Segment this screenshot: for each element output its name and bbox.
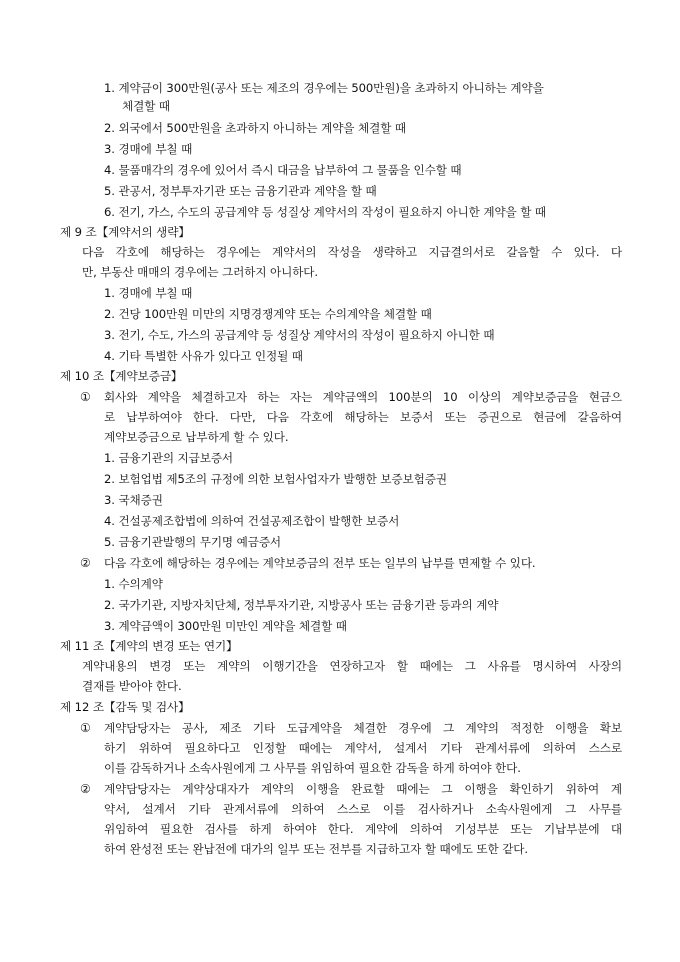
article-paragraph: 계약담당자는 공사, 제조 기타 도급계약을 체결한 경우에 그 계약의 적정한 이행을 확보 — [104, 721, 622, 735]
article-paragraph: 위임하여 필요한 검사를 하게 하여야 한다. 계약에 의하여 기성부분 또는 기납부분에 대 — [104, 822, 622, 836]
article-heading: 제 10 조【계약보증금】 — [60, 369, 183, 383]
article-paragraph: 만, 부동산 매매의 경우에는 그러하지 아니하다. — [82, 265, 318, 279]
article-paragraph: 이를 감독하거나 소속사원에게 그 사무를 위임하여 필요한 감독을 하게 하여야 한다. — [104, 761, 521, 775]
list-item-continuation: 체결할 때 — [122, 99, 170, 113]
list-item: 2. 보험업법 제5조의 규정에 의한 보험사업자가 발행한 보증보험증권 — [104, 472, 447, 486]
paragraph-marker: ① — [80, 721, 91, 735]
list-item: 6. 전기, 가스, 수도의 공급계약 등 성질상 계약서의 작성이 필요하지 아니한 계약을 할 때 — [104, 205, 547, 219]
article-heading: 제 11 조【계약의 변경 또는 연기】 — [60, 639, 238, 653]
paragraph-marker: ② — [80, 556, 91, 570]
article-paragraph: 계약보증금으로 납부하게 할 수 있다. — [104, 430, 289, 444]
list-item: 1. 금융기관의 지급보증서 — [104, 451, 234, 465]
list-item: 5. 금융기관발행의 무기명 예금증서 — [104, 535, 282, 549]
article-paragraph: 다음 각호에 해당하는 경우에는 계약보증금의 전부 또는 일부의 납부를 면제할 수 있다. — [104, 556, 536, 570]
paragraph-marker: ① — [80, 390, 91, 404]
list-item: 2. 건당 100만원 미만의 지명경쟁계약 또는 수의계약을 체결할 때 — [104, 307, 432, 321]
list-item: 4. 기타 특별한 사유가 있다고 인정될 때 — [104, 349, 303, 363]
list-item: 5. 관공서, 정부투자기관 또는 금융기관과 계약을 할 때 — [104, 184, 377, 198]
article-heading: 제 12 조【감독 및 검사】 — [60, 700, 190, 714]
article-paragraph: 결재를 받아야 한다. — [82, 679, 182, 693]
article-paragraph: 하기 위하여 필요하다고 인정할 때에는 계약서, 설계서 기타 관계서류에 의하여 스스로 — [104, 741, 622, 755]
list-item: 3. 전기, 수도, 가스의 공급계약 등 성질상 계약서의 작성이 필요하지 아니한 때 — [104, 328, 495, 342]
article-paragraph: 회사와 계약을 체결하고자 하는 자는 계약금액의 100분의 10 이상의 계약보증금을 현금으 — [104, 390, 622, 404]
list-item: 3. 계약금액이 300만원 미만인 계약을 체결할 때 — [104, 619, 347, 633]
list-item: 2. 외국에서 500만원을 초과하지 아니하는 계약을 체결할 때 — [104, 121, 406, 135]
list-item: 3. 국채증권 — [104, 493, 163, 507]
list-item: 4. 건설공제조합법에 의하여 건설공제조합이 발행한 보증서 — [104, 514, 400, 528]
article-paragraph: 계약내용의 변경 또는 계약의 이행기간을 연장하고자 할 때에는 그 사유를 명시하여 사장의 — [82, 659, 622, 673]
article-heading: 제 9 조【계약서의 생략】 — [60, 225, 190, 239]
paragraph-marker: ② — [80, 782, 91, 796]
list-item: 1. 계약금이 300만원(공사 또는 제조의 경우에는 500만원)을 초과하지 아니하는 계약을 — [104, 81, 544, 95]
article-paragraph: 하여 완성전 또는 완납전에 대가의 일부 또는 전부를 지급하고자 할 때에도 또한 같다. — [104, 842, 528, 856]
list-item: 4. 물품매각의 경우에 있어서 즉시 대금을 납부하여 그 물품을 인수할 때 — [104, 163, 462, 177]
article-paragraph: 다음 각호에 해당하는 경우에는 계약서의 작성을 생략하고 지급결의서로 갈음할 수 있다. 다 — [82, 245, 622, 259]
article-paragraph: 로 납부하여야 한다. 다만, 다음 각호에 해당하는 보증서 또는 증권으로 현금에 갈음하여 — [104, 410, 622, 424]
list-item: 2. 국가기관, 지방자치단체, 정부투자기관, 지방공사 또는 금융기관 등과의 계약 — [104, 598, 499, 612]
list-item: 1. 수의계약 — [104, 577, 163, 591]
list-item: 1. 경매에 부칠 때 — [104, 286, 193, 300]
article-paragraph: 약서, 설계서 기타 관계서류에 의하여 스스로 이를 검사하거나 소속사원에게 그 사무를 — [104, 802, 622, 816]
list-item: 3. 경매에 부칠 때 — [104, 142, 193, 156]
article-paragraph: 계약담당자는 계약상대자가 계약의 이행을 완료할 때에는 그 이행을 확인하기 위하여 계 — [104, 782, 622, 796]
